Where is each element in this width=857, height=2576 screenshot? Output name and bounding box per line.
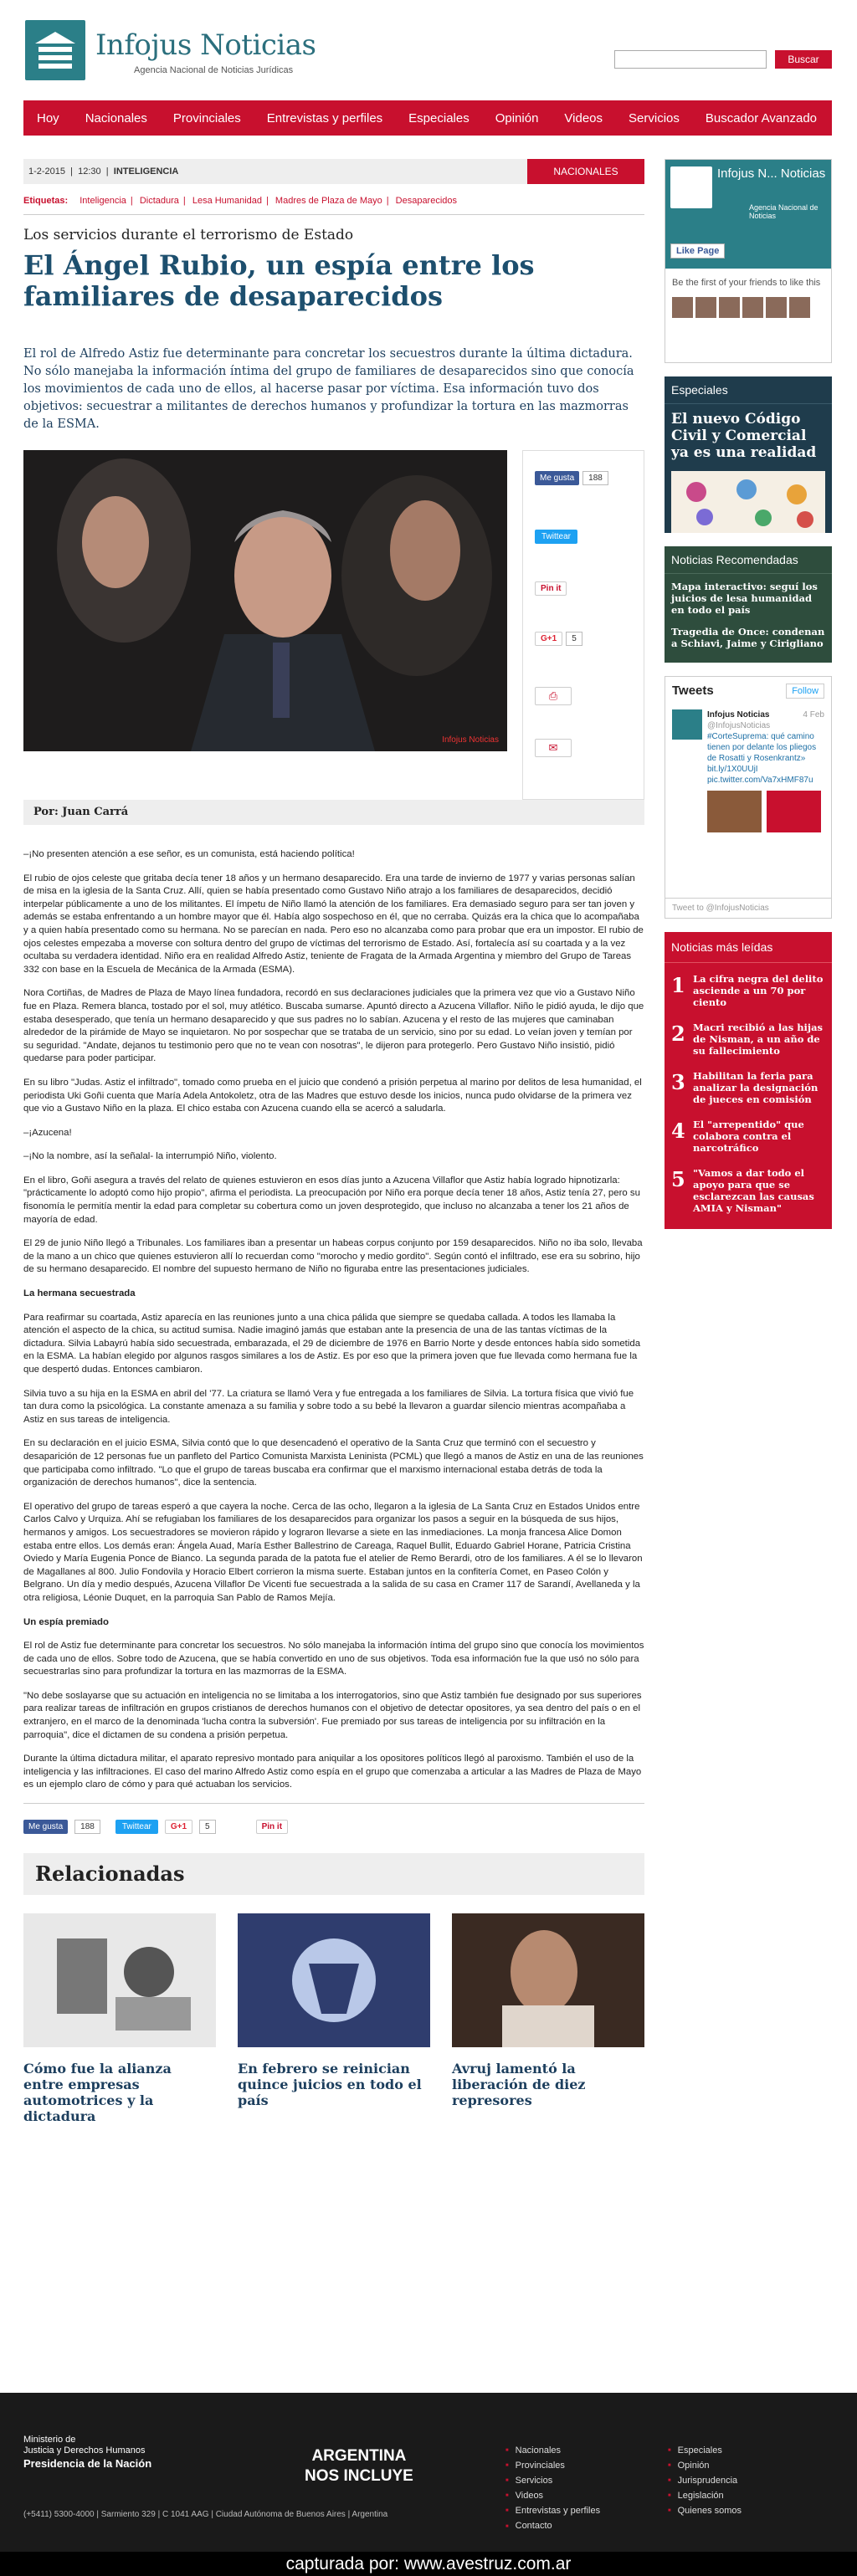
avatar[interactable] <box>672 297 693 318</box>
site-footer <box>0 2393 857 2576</box>
article-body <box>23 848 644 1792</box>
gplus-button[interactable]: G+1 <box>165 1820 192 1834</box>
nav-item-opinion[interactable]: Opinión <box>495 110 539 125</box>
related-image[interactable] <box>23 1913 216 2047</box>
paragraph: Para reafirmar su coartada, Astiz aparecía en las reuniones junto a una chica pálida que siempre se quedaba callada. A todos les llamaba la atención el aspecto de la chica, su actitud sumisa. Nadie imaginó jamás que estaban ante la presencia de una de las tantas víctimas de la dictadura. Silvia Labayrú había sido secuestrada, embarazada, el 29 de diciembre de 1976 en Barrio Norte y desde entonces había sido sometida en la ESMA. La habían elegido por algunos rasgos similares a los de Astiz. Es por eso que la primera joven que fue llevada como hermana fue la que despertó dudas. Entonces cambiaron. <box>23 1312 641 1375</box>
share-box <box>522 450 644 800</box>
facebook-like-count: 188 <box>582 471 608 485</box>
paragraph: –¡No presenten atención a ese señor, es un comunista, está haciendo política! <box>23 849 355 859</box>
article-date: 1-2-2015 <box>28 166 66 177</box>
logo-icon[interactable] <box>25 20 85 80</box>
avatar[interactable] <box>789 297 810 318</box>
paragraph: En su declaración en el juicio ESMA, Silvia contó que lo que desencadenó el operativo de la Santa Cruz que terminó con el secuestro y desaparición de 12 personas fue un panfleto del Partico Comunista Marxista Leninista (PCML) que llegó a manos de Astiz en una de las reuniones que participaba como infiltrado. "Lo que el grupo de tareas buscaba era confirmar que el marxismo internacional estaba detrás de toda la organización de derechos humanos", dice la sentencia. <box>23 1438 644 1488</box>
footer-link[interactable]: ■ Servicios <box>505 2473 600 2488</box>
avatar[interactable] <box>672 709 702 740</box>
article-time: 12:30 <box>78 166 101 177</box>
ministry-line: Presidencia de la Nación <box>23 2457 152 2470</box>
facebook-widget-text: Be the first of your friends to like this <box>672 278 821 288</box>
footer-link[interactable]: ■ Especiales <box>668 2443 742 2458</box>
follow-button[interactable]: Follow <box>786 684 824 699</box>
paragraph: –¡No la nombre, así la señalal- la interrumpió Niño, violento. <box>23 1151 277 1162</box>
related-title[interactable]: Avruj lamentó la liberación de diez represores <box>452 2061 586 2109</box>
tag-link[interactable]: Dictadura <box>139 196 179 206</box>
tweets-widget <box>665 676 832 919</box>
related-section <box>23 1853 644 2124</box>
ministry-line: Justicia y Derechos Humanos <box>23 2445 146 2456</box>
avatar[interactable] <box>719 297 740 318</box>
gplus-button[interactable]: G+1 <box>535 632 562 646</box>
footer-link[interactable]: ■ Legislación <box>668 2488 742 2503</box>
tweet-media[interactable] <box>665 791 831 832</box>
pinterest-button[interactable]: Pin it <box>535 581 567 596</box>
tweet-image[interactable] <box>707 791 762 832</box>
twitter-button[interactable]: Twittear <box>115 1820 158 1834</box>
recomendadas-box <box>665 546 832 663</box>
bottom-share-bar <box>23 1803 644 1836</box>
mas-leidas-title[interactable]: Habilitan la feria para analizar la designación de jueces en comisión <box>693 1070 819 1105</box>
tag-link[interactable]: Inteligencia <box>80 196 126 206</box>
related-item[interactable] <box>23 1913 216 2124</box>
gplus-count: 5 <box>199 1820 216 1834</box>
search-button[interactable]: Buscar <box>775 50 832 69</box>
email-icon[interactable]: ✉ <box>535 739 572 757</box>
tweet-user[interactable]: Infojus Noticias <box>707 710 770 720</box>
nav-item-entrevistas[interactable]: Entrevistas y perfiles <box>266 110 383 125</box>
nav-item-servicios[interactable]: Servicios <box>629 110 680 125</box>
related-image[interactable] <box>238 1913 430 2047</box>
footer-link[interactable]: ■ Contacto <box>505 2518 600 2533</box>
article-author: Por: Juan Carrá <box>23 800 644 825</box>
article-meta-bar: 1-2-2015 | 12:30 | INTELIGENCIA NACIONALES <box>23 159 644 184</box>
subheading: Un espía premiado <box>23 1616 109 1627</box>
facebook-page-sub: Agencia Nacional de Noticias <box>749 203 819 220</box>
mas-leidas-heading: Noticias más leídas <box>665 932 832 963</box>
logo-name[interactable]: Infojus Noticias <box>95 28 316 62</box>
paragraph: En el libro, Goñi asegura a través del relato de quienes estuvieron en esos días junto a Azucena Villaflor que Astiz había logrado hipnotizarla: "prácticamente lo adoptó como hijo propio", afirma el periodista. La preocupación por Niño era porque decía tener 18 años, Astiz tenía 27, pero su fisonomía le permitía mentir la edad para completar su cobertura como un joven desprotegido, que incluso no alcanzaba a tener los 21 años de mayoría de edad. <box>23 1175 640 1225</box>
argentina-logo[interactable] <box>305 2446 413 2486</box>
search-input[interactable] <box>614 50 767 69</box>
footer-link[interactable]: ■ Quienes somos <box>668 2503 742 2518</box>
mas-leidas-item[interactable]: 2 Macri recibió a las hijas de Nisman, a un año de su fallecimiento <box>665 1011 832 1060</box>
mas-leidas-item[interactable]: 4 El "arrepentido" que colabora contra el narcotráfico <box>665 1109 832 1157</box>
related-image[interactable] <box>452 1913 644 2047</box>
tag-link[interactable]: Lesa Humanidad <box>192 196 262 206</box>
especiales-heading: Especiales <box>665 376 832 404</box>
ministry-line: Ministerio de <box>23 2435 76 2445</box>
nav-item-buscador[interactable]: Buscador Avanzado <box>705 110 818 125</box>
footer-address: (+5411) 5300-4000 | Sarmiento 329 | C 1041 AAG | Ciudad Autónoma de Buenos Aires | Argentina <box>23 2510 388 2519</box>
footer-link[interactable]: ■ Opinión <box>668 2458 742 2473</box>
site-header <box>0 0 857 99</box>
nav-item-nacionales[interactable]: Nacionales <box>85 110 147 125</box>
photo-caption: Infojus Noticias <box>442 735 499 745</box>
related-grid <box>23 1913 644 2124</box>
twitter-button[interactable]: Twittear <box>535 530 577 544</box>
tag-link[interactable]: Madres de Plaza de Mayo <box>275 196 382 206</box>
tweet-to-link[interactable]: Tweet to @InfojusNoticias <box>665 898 831 918</box>
facebook-widget <box>665 159 832 363</box>
facebook-like-page-button[interactable]: Like Page <box>670 243 725 259</box>
avatar[interactable] <box>695 297 716 318</box>
footer-link[interactable]: ■ Jurisprudencia <box>668 2473 742 2488</box>
recomendadas-heading: Noticias Recomendadas <box>665 546 832 574</box>
sidebar <box>665 159 832 1229</box>
photo-row <box>23 450 644 771</box>
nav-item-especiales[interactable]: Especiales <box>408 110 470 125</box>
article-title: El Ángel Rubio, un espía entre los familiares de desaparecidos <box>23 249 535 312</box>
article-kicker: Los servicios durante el terrorismo de Estado <box>23 227 354 243</box>
mas-leidas-title[interactable]: La cifra negra del delito asciende a un 70 por ciento <box>693 973 824 1008</box>
paragraph: El operativo del grupo de tareas esperó a que cayera la noche. Cerca de las ocho, llegaron a la iglesia de La Santa Cruz en Estados Unidos entre Carlos Calvo y Urquiza. Ahí se refugiaban los familiares de los desaparecidos para organizar los pasos a seguir en la búsqueda de sus hijos, hermanos y amigos. Los secuestradores se movieron rápido y lograron llevarse a siete en las inmediaciones. La monja francesa Alice Domon estaba entre ellos. Los demás eran: Ángela Auad, María Esther Ballestrino de Careaga, Raquel Bullit, Eduardo Gabriel Horane, Patricia Cristina Oviedo y María Eugenia Ponce de Bianco. La segunda parada de la patota fue el atelier de Remo Berardi, otro de los familiares. A él se lo llevaron de Magallanes al 800. Julio Fondovila y Horacio Elbert corrieron la misma suerte. Estaban juntos en la confitería Comet, en Paseo Colón y Belgrano. Un día y medio después, Azucena Villaflor De Vicenti fue secuestrada a la salida de su casa en Cramer 117 de Sarandí, Avellaneda y la otra religiosa, Léonie Duquet, en la parroquia San Pablo de Ramos Mejía. <box>23 1501 643 1603</box>
print-button[interactable] <box>535 687 572 705</box>
facebook-faces <box>665 297 831 318</box>
nav-item-videos[interactable]: Videos <box>564 110 603 125</box>
related-item[interactable] <box>452 1913 644 2124</box>
pinterest-button[interactable]: Pin it <box>256 1820 288 1834</box>
print-icon[interactable]: ⎙ <box>535 687 572 705</box>
tweet-text: #CorteSuprema: qué camino tienen por delante los pliegos de Rosatti y Rosenkrantz» bit.ly/1X0UUjI pic.twitter.com/Va7xHMF87u <box>707 732 817 785</box>
tags-label: Etiquetas: <box>23 196 69 206</box>
related-title[interactable]: Cómo fue la alianza entre empresas automotrices y la dictadura <box>23 2061 172 2125</box>
related-heading: Relacionadas <box>23 1853 644 1895</box>
footer-link[interactable]: ■ Videos <box>505 2488 600 2503</box>
tweet-handle[interactable]: @InfojusNoticias <box>707 721 771 730</box>
mas-leidas-title[interactable]: Macri recibió a las hijas de Nisman, a un año de su fallecimiento <box>693 1022 824 1057</box>
ministry-logo[interactable] <box>23 2435 151 2469</box>
pinterest-share[interactable] <box>535 581 567 596</box>
especiales-title[interactable]: El nuevo Código Civil y Comercial ya es una realidad <box>671 411 817 461</box>
main-nav <box>23 100 832 136</box>
argentina-line: ARGENTINA <box>311 2447 407 2465</box>
paragraph: –¡Azucena! <box>23 1127 72 1138</box>
related-title[interactable]: En febrero se reinician quince juicios en todo el país <box>238 2061 422 2109</box>
capture-credit: capturada por: www.avestruz.com.ar <box>0 2552 857 2576</box>
article-main <box>23 159 644 2124</box>
paragraph: En su libro "Judas. Astiz el infiltrado", tomado como prueba en el juicio que condenó a prisión perpetua al marino por delitos de lesa humanidad, el periodista Uki Goñi cuenta que María Adela Antokoletz, otra de las Madres que estuvo desde los inicios, nunca pudo olvidarse de la primera vez que vio a Gustavo Niño en la plaza. El chico estaba con Azucena cuando ella se acercó a saludarla. <box>23 1077 642 1114</box>
tag-link[interactable]: Desaparecidos <box>395 196 458 206</box>
gplus-count: 5 <box>566 632 582 646</box>
subheading: La hermana secuestrada <box>23 1288 136 1299</box>
mas-leidas-item[interactable]: 5 "Vamos a dar todo el apoyo para que se esclarezcan las causas AMIA y Nisman" <box>665 1157 832 1217</box>
facebook-like-button[interactable]: Me gusta <box>535 471 579 485</box>
tweet[interactable] <box>665 704 831 791</box>
especiales-box <box>665 376 832 533</box>
footer-link[interactable]: ■ Nacionales <box>505 2443 600 2458</box>
avatar[interactable] <box>766 297 787 318</box>
footer-link[interactable]: ■ Provinciales <box>505 2458 600 2473</box>
mas-leidas-box <box>665 932 832 1229</box>
footer-link[interactable]: ■ Entrevistas y perfiles <box>505 2503 600 2518</box>
article-photo <box>23 450 507 751</box>
facebook-page-name[interactable]: Infojus N... Noticias <box>717 166 826 181</box>
article-lead: El rol de Alfredo Astiz fue determinante para concretar los secuestros durante la última dictadura. No sólo manejaba la información íntima del grupo de familiares de desaparecidos sino que conocía los movimientos de cada uno de ellos, al hacerse pasar por víctima. Esa información tuvo dos objetivos: secuestrar a militantes de derechos humanos y profundizar la tortura en las mazmorras de la ESMA. <box>23 347 634 431</box>
recomendada-item[interactable]: Tragedia de Once: condenan a Schiavi, Jaime y Cirigliano <box>671 626 825 649</box>
facebook-widget-header[interactable] <box>665 160 831 269</box>
paragraph: El 29 de junio Niño llegó a Tribunales. Los familiares iban a presentar un habeas corpus conjunto por 159 desaparecidos. Niño no iba solo, llevaba de la mano a un chico que quienes estuvieron allí lo recuerdan como "morocho y medio gordito". Según contó el infiltrado, ese era su sobrino, hijo de su hermano desaparecido. El nombre del supuesto hermano de Niño no figuraba entre las presentaciones judiciales. <box>23 1238 643 1275</box>
paragraph: "No debe soslayarse que su actuación en inteligencia no se limitaba a los interrogatorios, sino que Astiz también fue designado por sus superiores para realizar tareas de infiltración en grupos cristianos de derechos humanos con el objetivo de detectar opositores, ya sea dentro del país o en el extranjero, en el marco de la denominada 'lucha contra la subversión'. Fue premiado por sus tareas de inteligencia por su infiltración en la parroquia", dice el dictamen de su condena a prisión perpetua. <box>23 1690 642 1740</box>
mas-leidas-title[interactable]: El "arrepentido" que colabora contra el narcotráfico <box>693 1119 804 1154</box>
article-section: INTELIGENCIA <box>113 166 179 177</box>
logo-icon <box>670 166 712 208</box>
mas-leidas-title[interactable]: "Vamos a dar todo el apoyo para que se esclarezcan las causas AMIA y Nisman" <box>693 1167 814 1214</box>
facebook-like[interactable] <box>535 471 608 485</box>
mas-leidas-item[interactable]: 1 La cifra negra del delito asciende a un 70 por ciento <box>665 963 832 1011</box>
paragraph: El rol de Astiz fue determinante para concretar los secuestros. No sólo manejaba la información íntima del grupo sino que conocía los movimientos de cada uno de ellos. Sobre todo de Azucena, que se había convertido en uno de sus objetivos. Toda esa información fue la que usó no sólo para secuestrarlas sino para profundizar la tortura en las mazmorras de la ESMA. <box>23 1641 644 1677</box>
nav-item-provinciales[interactable]: Provinciales <box>172 110 241 125</box>
avatar[interactable] <box>742 297 763 318</box>
paragraph: Silvia tuvo a su hija en la ESMA en abril del '77. La criatura se llamó Vera y fue entregada a los familiares de Silvia. La tortura física que vivió fue tan dura como la psicológica. La constante amenaza a su familia y sobre todo a su bebé la llevaron a guardar silencio mientras acompañaba a Astiz en sus tareas de inteligencia. <box>23 1388 634 1425</box>
argentina-line: NOS INCLUYE <box>305 2467 413 2485</box>
email-button[interactable] <box>535 739 572 757</box>
tweet-image[interactable] <box>767 791 821 832</box>
facebook-like-button[interactable]: Me gusta <box>23 1820 68 1834</box>
footer-links-col1 <box>505 2443 600 2534</box>
mas-leidas-item[interactable]: 3 Habilitan la feria para analizar la designación de jueces en comisión <box>665 1060 832 1109</box>
especiales-image[interactable] <box>671 471 825 533</box>
recomendada-item[interactable]: Mapa interactivo: seguí los juicios de lesa humanidad en todo el país <box>671 581 818 616</box>
nav-item-hoy[interactable]: Hoy <box>37 110 59 125</box>
facebook-like-count: 188 <box>74 1820 100 1834</box>
related-item[interactable] <box>238 1913 430 2124</box>
paragraph: Durante la última dictadura militar, el aparato represivo montado para aniquilar a los opositores políticos llegó al paroxismo. También el uso de la inteligencia y las infiltraciones. El caso del marino Alfredo Astiz como espía en el grupo que comenzaba a articular a las Madres de Plaza de Mayo es un ejemplo claro de cómo y para qué actuaban los servicios. <box>23 1754 642 1790</box>
paragraph: El rubio de ojos celeste que gritaba decía tener 18 años y un hermano desaparecido. Era una tarde de invierno de 1977 y varias personas salían de misa en la iglesia de la Santa Cruz. Allí, quien se había presentado como Gustavo Niño atrajo a los familiares de desaparecidos, decidió interpelar públicamente a uno de los militantes. El ímpetu de Niño llamó la atención de los familiares. Era demasiado seguro para ser tan joven y además se estaba enfrentando a un hombre mayor que él. Había algo sospechoso en él, que no cerraba. Quizás era la chica que lo acompañaba y a quien había presentado como su hermana. No se parecían en nada. Pero eso no alcanzaba como para probar que era un impostor. El rubio de ojos celestes empezaba a moverse con soltura dentro del grupo de víctimas del terrorismo de Estado. Así, fortalecía así su coartada y a la vez ocultaba su verdadera identidad. Niño era en realidad Alfredo Astiz, teniente de Fragata de la Armada Argentina y miembro del Grupo de Tareas 332 con base en la Escuela de Mecánica de la Armada (ESMA). <box>23 873 644 975</box>
paragraph: Nora Cortiñas, de Madres de Plaza de Mayo línea fundadora, recordó en sus declaraciones judiciales que la primera vez que vio a Gustavo Niño fue en Plaza. Remera blanca, tostado por el sol, muy atlético. Buscaba sumarse. Apuntó directo a Azucena Villaflor. Niño le pidió ayuda, le dijo que estaba desesperado, que tenía un hermano desaparecido y que sus padres no lo sabían. Azucena y el resto de las mujeres que caminaban alrededor de la pirámide de Mayo se inquietaron. No por sospechar que se trataba de un servicio, sino por su edad. Lo veían joven y temían por su seguridad. "Andate, dejanos tu testimonio pero que no te vean con nosotras", le dijeron para protegerlo. Pero Gustavo Niño insistió, pidió quedarse para poder participar. <box>23 988 644 1064</box>
twitter-share[interactable] <box>535 530 577 544</box>
category-badge[interactable]: NACIONALES <box>527 159 644 184</box>
gplus-share[interactable] <box>535 632 582 646</box>
logo-subtitle: Agencia Nacional de Noticias Jurídicas <box>134 65 294 75</box>
tweets-heading: Tweets <box>672 684 714 698</box>
tags-row: Etiquetas: Inteligencia | Dictadura | Lesa Humanidad | Madres de Plaza de Mayo | Desaparecidos <box>23 196 644 215</box>
footer-links-col2 <box>668 2443 742 2518</box>
tweet-date: 4 Feb <box>803 710 824 720</box>
